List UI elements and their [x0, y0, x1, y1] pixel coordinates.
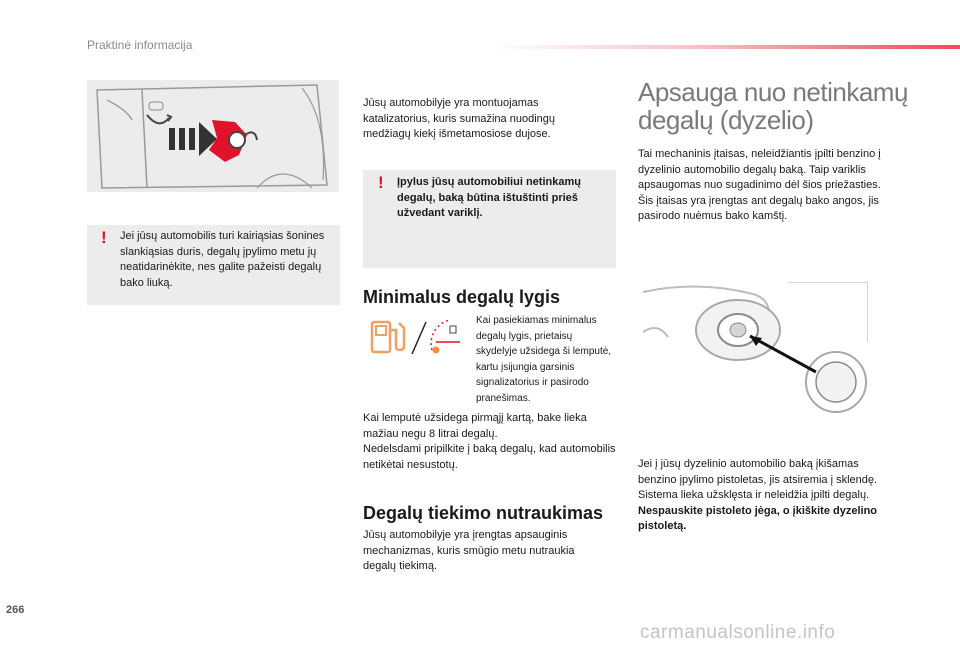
watermark: carmanualsonline.info: [640, 622, 836, 643]
cutoff-heading: Degalų tiekimo nutraukimas: [363, 503, 604, 523]
page-title-line2: degalų (dyzelio): [638, 105, 814, 135]
header-accent-bar: [490, 45, 960, 49]
misfuel-bottom-bold: Nespauskite pistoleto jėga, o įkiškite dyzelino pistoletą.: [638, 504, 878, 532]
fuel-pump-icon: [370, 318, 412, 361]
fuel-gauge-icon: [428, 316, 464, 361]
warning-icon: !: [378, 173, 384, 192]
min-fuel-heading: Minimalus degalų lygis: [363, 287, 561, 307]
page-title-line1: Apsauga nuo netinkamų: [638, 77, 908, 107]
warning-text-sliding-door: Jei jūsų automobilis turi kairiąsias šonines slankiąsias duris, degalų įpylimo metu jų neatidarinėkite, nes galite pažeisti degalų bako liuką.: [120, 230, 325, 289]
min-fuel-icon-text: Kai pasiekiamas minimalus degalų lygis, prietaisų skydelyje užsidega ši lemputė, kartu įsijungia garsinis signalizatorius ir pasirodo pranešimas.: [476, 315, 612, 404]
divider-slash: [410, 320, 428, 361]
page-title: [638, 78, 938, 134]
warning-text-wrong-fuel: Įpylus jūsų automobiliui netinkamų degalų, baką būtina ištuštinti prieš užvedant variklį.: [397, 176, 581, 219]
misfuel-intro-text: Tai mechaninis įtaisas, neleidžiantis įpilti benzino į dyzelinio automobilio degalų baką. Taip variklis apsaugomas nuo sugadinimo dėl šios priežasties. Šis įtaisas yra įrengtas ant degalų bako angos, jis pasirodo nuėmus bako kamštį.: [638, 148, 881, 222]
fuel-door-illustration: [87, 80, 339, 192]
warning-icon: !: [101, 228, 107, 247]
misfuel-bottom-text: [638, 457, 888, 535]
section-title: Praktinė informacija: [87, 38, 193, 52]
catalyst-text: Jūsų automobilyje yra montuojamas katalizatorius, kuris sumažina nuodingų medžiagų kiekį išmetamosiose dujose.: [363, 97, 555, 140]
min-fuel-text: Kai lemputė užsidega pirmąjį kartą, bake lieka mažiau negu 8 litrai degalų. Nedelsdami pripilkite į baką degalų, kad automobilis netikėtai nesustotų.: [363, 412, 616, 471]
page-number: 266: [6, 604, 25, 616]
misfuel-bottom-paragraph: Jei į jūsų dyzelinio automobilio baką įkišamas benzino įpylimo pistoletas, jis atsiremia į sklendę. Sistema lieka užsklęsta ir neleidžia įpilti degalų.: [638, 458, 878, 501]
cutoff-text: Jūsų automobilyje yra įrengtas apsauginis mechanizmas, kuris smūgio metu nutraukia degalų tiekimą.: [363, 529, 575, 572]
filler-neck-illustration: [638, 282, 868, 440]
